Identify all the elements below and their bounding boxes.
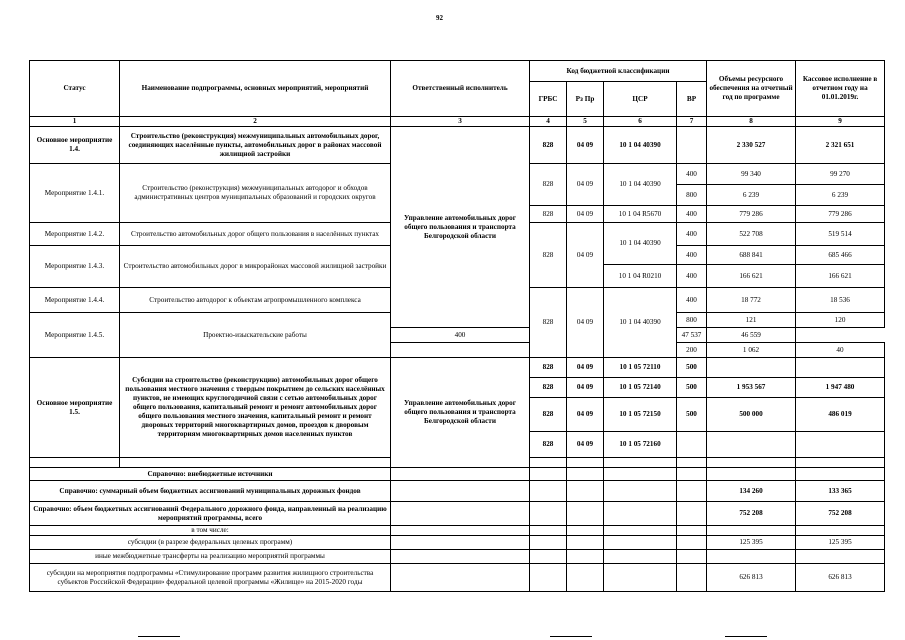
volume-cell: 500 000 <box>707 398 796 432</box>
empty-cell <box>604 468 677 481</box>
rzpr-cell: 04 09 <box>567 127 604 164</box>
grbs-cell: 828 <box>530 127 567 164</box>
vr-cell: 800 <box>677 313 707 328</box>
vr-cell <box>677 432 707 458</box>
reference-label: в том числе: <box>30 526 391 536</box>
name-cell: Строительство автодорог к объектам агропромышленного комплекса <box>120 288 391 313</box>
reference-row <box>30 550 885 564</box>
budget-table <box>29 60 885 592</box>
name-cell: Строительство автомобильных дорог в микрорайонах массовой жилищной застройки <box>120 246 391 288</box>
cash-cell: 752 208 <box>796 502 885 526</box>
reference-row <box>30 526 885 536</box>
executor-cell: Управление автомобильных дорог общего пользования и транспорта Белгородской области <box>391 127 530 328</box>
volume-cell: 99 340 <box>707 164 796 185</box>
status-cell: Основное мероприятие 1.4. <box>30 127 120 164</box>
cash-cell: 2 321 651 <box>796 127 885 164</box>
page-edge-line <box>550 636 592 637</box>
empty-cell <box>604 458 677 468</box>
column-numbers-row <box>30 117 885 127</box>
grbs-cell: 828 <box>530 358 567 378</box>
header-code-group: Код бюджетной классификации <box>530 61 707 82</box>
reference-row <box>30 468 885 481</box>
status-cell: Основное мероприятие 1.5. <box>30 358 120 458</box>
rzpr-cell: 04 09 <box>567 398 604 432</box>
reference-row <box>30 502 885 526</box>
empty-cell <box>604 550 677 564</box>
empty-cell <box>567 536 604 550</box>
empty-cell <box>530 458 567 468</box>
vr-cell: 500 <box>677 378 707 398</box>
col-number: 4 <box>530 117 567 127</box>
csr-cell: 10 1 05 72140 <box>604 378 677 398</box>
grbs-cell: 828 <box>530 164 567 206</box>
executor-cell-empty <box>391 343 530 358</box>
vr-cell <box>677 127 707 164</box>
empty-cell <box>391 468 530 481</box>
cash-cell: 519 514 <box>796 223 885 246</box>
cash-cell: 125 395 <box>796 536 885 550</box>
grbs-cell: 828 <box>530 432 567 458</box>
status-cell: Мероприятие 1.4.5. <box>30 313 120 358</box>
empty-cell <box>530 468 567 481</box>
volume-cell: 1 062 <box>707 343 796 358</box>
status-cell: Мероприятие 1.4.2. <box>30 223 120 246</box>
rzpr-cell: 04 09 <box>567 223 604 288</box>
rzpr-cell: 04 09 <box>567 288 604 358</box>
vr-cell: 800 <box>677 185 707 206</box>
page-edge-line <box>138 636 180 637</box>
reference-row <box>30 564 885 592</box>
vr-cell: 200 <box>677 343 707 358</box>
csr-cell: 10 1 04 40390 <box>604 127 677 164</box>
name-cell: Строительство (реконструкция) межмуниципальных автомобильных дорог, соединяющих населённые пункты, автомобильных дорог в районах массовой жилищной застройки <box>120 127 391 164</box>
volume-cell: 626 813 <box>707 564 796 592</box>
empty-cell <box>677 526 707 536</box>
vr-cell: 400 <box>677 246 707 265</box>
cash-cell: 685 466 <box>796 246 885 265</box>
grbs-cell: 828 <box>530 223 567 288</box>
reference-label: Справочно: внебюджетные источники <box>30 468 391 481</box>
rzpr-cell: 04 09 <box>567 206 604 223</box>
volume-cell: 6 239 <box>707 185 796 206</box>
col-number: 8 <box>707 117 796 127</box>
cash-cell: 120 <box>796 313 885 328</box>
empty-cell <box>391 564 530 592</box>
grbs-cell: 828 <box>530 378 567 398</box>
volume-cell: 166 621 <box>707 265 796 288</box>
cash-cell: 18 536 <box>796 288 885 313</box>
empty-cell <box>796 526 885 536</box>
cash-cell: 1 947 480 <box>796 378 885 398</box>
header-vr: ВР <box>677 82 707 117</box>
col-number: 5 <box>567 117 604 127</box>
volume-cell: 752 208 <box>707 502 796 526</box>
empty-cell <box>530 564 567 592</box>
volume-cell <box>707 358 796 378</box>
status-cell: Мероприятие 1.4.4. <box>30 288 120 313</box>
empty-cell <box>796 550 885 564</box>
header-rzpr: Рз Пр <box>567 82 604 117</box>
empty-cell <box>677 564 707 592</box>
cash-cell: 40 <box>796 343 885 358</box>
grbs-cell: 828 <box>530 288 567 358</box>
cash-cell: 99 270 <box>796 164 885 185</box>
empty-cell <box>707 526 796 536</box>
vr-cell: 400 <box>677 164 707 185</box>
cash-cell: 6 239 <box>796 185 885 206</box>
cash-cell: 486 019 <box>796 398 885 432</box>
empty-cell <box>796 458 885 468</box>
empty-cell <box>30 458 120 468</box>
reference-row <box>30 481 885 502</box>
page-edge-line <box>725 636 767 637</box>
empty-cell <box>120 458 391 468</box>
rzpr-cell: 04 09 <box>567 378 604 398</box>
empty-cell <box>530 526 567 536</box>
executor-cell: Управление автомобильных дорог общего пользования и транспорта Белгородской области <box>391 358 530 468</box>
grbs-cell: 828 <box>530 206 567 223</box>
vr-cell: 500 <box>677 398 707 432</box>
reference-label: субсидии (в разрезе федеральных целевых программ) <box>30 536 391 550</box>
table-row <box>30 358 885 378</box>
volume-cell: 522 708 <box>707 223 796 246</box>
col-number: 9 <box>796 117 885 127</box>
empty-cell <box>567 526 604 536</box>
cash-cell: 133 365 <box>796 481 885 502</box>
empty-cell <box>707 468 796 481</box>
col-number: 7 <box>677 117 707 127</box>
csr-cell: 10 1 05 72160 <box>604 432 677 458</box>
header-name: Наименование подпрограммы, основных мероприятий, мероприятий <box>120 61 391 117</box>
volume-cell: 18 772 <box>707 288 796 313</box>
empty-cell <box>677 458 707 468</box>
header-volume: Объемы ресурсного обеспечения на отчетный год по программе <box>707 61 796 117</box>
volume-cell: 2 330 527 <box>707 127 796 164</box>
header-status: Статус <box>30 61 120 117</box>
table-row <box>30 127 885 164</box>
cash-cell <box>796 358 885 378</box>
reference-label: Справочно: суммарный объем бюджетных ассигнований муниципальных дорожных фондов <box>30 481 391 502</box>
empty-cell <box>707 458 796 468</box>
vr-cell: 400 <box>677 265 707 288</box>
empty-cell <box>677 481 707 502</box>
reference-label: иные межбюджетные трансферты на реализацию мероприятий программы <box>30 550 391 564</box>
vr-cell: 400 <box>677 206 707 223</box>
header-cash: Кассовое исполнение в отчетном году на 01.01.2019г. <box>796 61 885 117</box>
empty-cell <box>530 550 567 564</box>
volume-cell: 47 537 <box>677 328 707 343</box>
name-cell: Строительство автомобильных дорог общего пользования в населённых пунктах <box>120 223 391 246</box>
rzpr-cell: 04 09 <box>567 164 604 206</box>
empty-cell <box>707 550 796 564</box>
cash-cell: 166 621 <box>796 265 885 288</box>
col-number: 3 <box>391 117 530 127</box>
status-cell: Мероприятие 1.4.1. <box>30 164 120 223</box>
empty-cell <box>796 468 885 481</box>
col-number: 2 <box>120 117 391 127</box>
volume-cell: 121 <box>707 313 796 328</box>
reference-label: субсидии на мероприятия подпрограммы «Стимулирование программ развития жилищного строительства субъектов Российской Федерации» федеральной целевой программы «Жилище» на 2015-2020 годы <box>30 564 391 592</box>
empty-cell <box>567 481 604 502</box>
reference-row <box>30 536 885 550</box>
name-cell: Субсидии на строительство (реконструкцию) автомобильных дорог общего пользования местного значения с твердым покрытием до сельских населённых пунктов, не имеющих круглогодичной связи с сетью автомобильных дорог общего пользования, капитальный ремонт и ремонт автомобильных дорог общего пользования местного значения, капитальный ремонт и ремонт дворовых территорий многоквартирных домов, проездов к дворовым территориям многоквартирных домов населенных пунктов <box>120 358 391 458</box>
volume-cell: 134 260 <box>707 481 796 502</box>
empty-cell <box>604 502 677 526</box>
rzpr-cell: 04 09 <box>567 358 604 378</box>
rzpr-cell: 04 09 <box>567 432 604 458</box>
grbs-cell: 828 <box>530 398 567 432</box>
empty-cell <box>567 458 604 468</box>
page-number: 92 <box>436 14 443 22</box>
empty-cell <box>604 526 677 536</box>
vr-cell: 500 <box>677 358 707 378</box>
col-number: 1 <box>30 117 120 127</box>
header-executor: Ответственный исполнитель <box>391 61 530 117</box>
col-number: 6 <box>604 117 677 127</box>
cash-cell: 779 286 <box>796 206 885 223</box>
empty-cell <box>677 468 707 481</box>
name-cell: Проектно-изыскательские работы <box>120 313 391 358</box>
volume-cell: 125 395 <box>707 536 796 550</box>
empty-cell <box>530 536 567 550</box>
empty-cell <box>677 502 707 526</box>
name-cell: Строительство (реконструкция) межмуниципальных автодорог и обходов административных центров муниципальных образований и городских округов <box>120 164 391 223</box>
volume-cell: 688 841 <box>707 246 796 265</box>
csr-cell: 10 1 04 40390 <box>604 288 677 358</box>
csr-cell: 10 1 04 40390 <box>604 223 677 265</box>
vr-cell: 400 <box>391 328 530 343</box>
empty-cell <box>391 481 530 502</box>
empty-cell <box>567 564 604 592</box>
header-csr: ЦСР <box>604 82 677 117</box>
header-grbs: ГРБС <box>530 82 567 117</box>
empty-cell <box>391 536 530 550</box>
cash-cell: 626 813 <box>796 564 885 592</box>
empty-cell <box>391 550 530 564</box>
volume-cell: 1 953 567 <box>707 378 796 398</box>
status-cell: Мероприятие 1.4.3. <box>30 246 120 288</box>
empty-cell <box>567 502 604 526</box>
volume-cell <box>707 432 796 458</box>
csr-cell: 10 1 05 72110 <box>604 358 677 378</box>
vr-cell: 400 <box>677 288 707 313</box>
empty-cell <box>567 468 604 481</box>
csr-cell: 10 1 05 72150 <box>604 398 677 432</box>
empty-cell <box>567 550 604 564</box>
empty-cell <box>391 526 530 536</box>
empty-cell <box>677 536 707 550</box>
empty-cell <box>530 502 567 526</box>
empty-cell <box>604 536 677 550</box>
csr-cell: 10 1 04 R0210 <box>604 265 677 288</box>
volume-cell: 779 286 <box>707 206 796 223</box>
cash-cell: 46 559 <box>707 328 796 343</box>
cash-cell <box>796 432 885 458</box>
csr-cell: 10 1 04 40390 <box>604 164 677 206</box>
empty-cell <box>530 481 567 502</box>
empty-cell <box>604 564 677 592</box>
empty-cell <box>677 550 707 564</box>
header-row <box>30 61 885 82</box>
vr-cell: 400 <box>677 223 707 246</box>
reference-label: Справочно: объем бюджетных ассигнований Федерального дорожного фонда, направленный на реализацию мероприятий программы, всего <box>30 502 391 526</box>
empty-cell <box>391 502 530 526</box>
empty-cell <box>604 481 677 502</box>
csr-cell: 10 1 04 R5670 <box>604 206 677 223</box>
